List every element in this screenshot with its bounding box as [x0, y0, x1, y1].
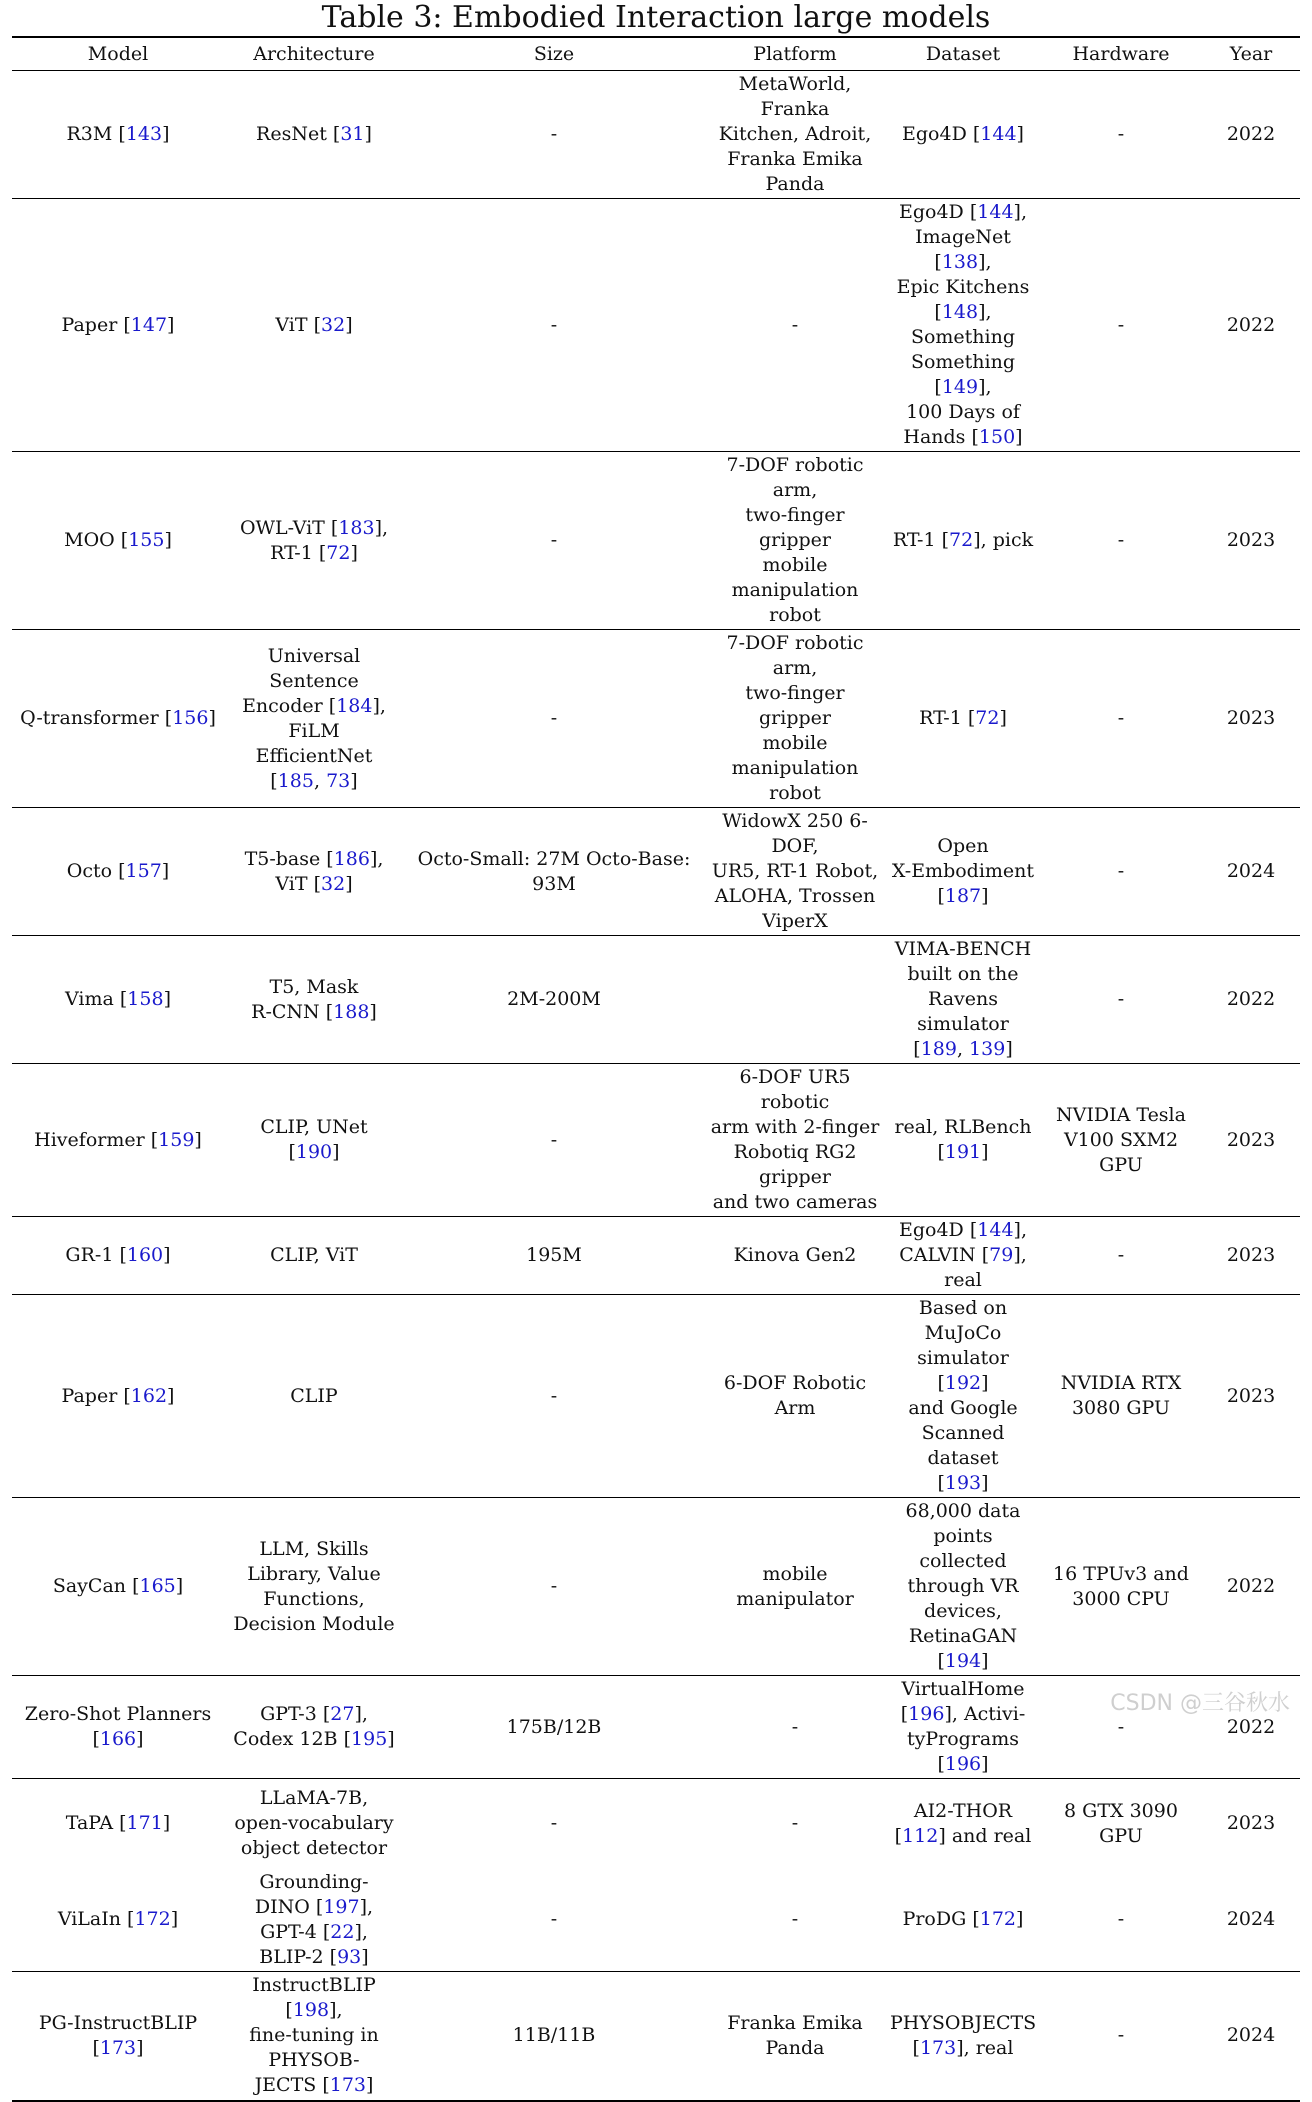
citation-link[interactable]: 144 — [980, 123, 1017, 145]
citation-link[interactable]: 192 — [944, 1372, 982, 1394]
cell-hardware: NVIDIA RTX 3080 GPU — [1040, 1295, 1202, 1498]
cell-dataset: Open X-Embodiment [187] — [886, 808, 1040, 936]
citation-link[interactable]: 185 — [277, 769, 314, 792]
table-body — [12, 71, 1300, 2102]
cell-year: 2024 — [1202, 1869, 1300, 1972]
citation-link[interactable]: 184 — [336, 694, 373, 717]
citation-link[interactable]: 138 — [941, 251, 979, 273]
cell-hardware: NVIDIA Tesla V100 SXM2 GPU — [1040, 1064, 1202, 1217]
cell-year: 2024 — [1202, 1971, 1300, 2101]
cell-architecture: LLaMA-7B, open-vocabulary object detector — [234, 1787, 394, 1860]
table-row — [12, 1498, 1300, 1676]
cell-size: 11B/11B — [404, 1971, 704, 2101]
cell-year: 2023 — [1226, 1812, 1276, 1835]
cell-dataset: RT-1 [72] — [886, 630, 1040, 808]
cell-year: 2022 — [1202, 936, 1300, 1064]
cell-platform: 7-DOF robotic arm, two-finger gripper mobile manipulation robot — [704, 452, 886, 630]
cell-size: 195M — [404, 1217, 704, 1295]
cell-architecture: CLIP — [224, 1295, 404, 1498]
cell-hardware: - — [1040, 1676, 1202, 1779]
cell-size: - — [404, 199, 704, 452]
cell-model: PG-InstructBLIP [173] — [12, 1971, 224, 2101]
citation-link[interactable]: 166 — [99, 1728, 137, 1750]
citation-link[interactable]: 157 — [125, 860, 162, 882]
cell-hardware: - — [1040, 452, 1202, 630]
cell-hardware: - — [1040, 808, 1202, 936]
cell-model: ViLaIn [172] — [12, 1869, 224, 1972]
citation-link[interactable]: 158 — [127, 988, 164, 1010]
cell-architecture: ViT [32] — [224, 199, 404, 452]
cell-year: 2023 — [1202, 1064, 1300, 1217]
cell-model: R3M [143] — [12, 71, 224, 199]
cell-platform: - — [704, 1676, 886, 1779]
citation-link[interactable]: 194 — [944, 1650, 982, 1672]
cell-hardware: 8 GTX 3090 GPU — [1064, 1799, 1178, 1847]
cell-hardware: - — [1040, 630, 1202, 808]
cell-dataset: real, RLBench [191] — [886, 1064, 1040, 1217]
cell-platform: WidowX 250 6-DOF, UR5, RT-1 Robot, ALOHA, Trossen ViperX — [704, 808, 886, 936]
citation-link[interactable]: 72 — [975, 707, 1000, 729]
cell-size: - — [404, 1498, 704, 1676]
cell-hardware: - — [1040, 936, 1202, 1064]
cell-year: 2023 — [1202, 1295, 1300, 1498]
cell-dataset: 68,000 data points collected through VR devices, RetinaGAN [194] — [886, 1498, 1040, 1676]
citation-link[interactable]: 171 — [126, 1812, 163, 1835]
cell-dataset: Ego4D [144], ImageNet [138], Epic Kitchens [148], Something Something [149], 100 Days of Hands [150] — [886, 199, 1040, 452]
table-row — [12, 936, 1300, 1064]
cell-platform: Franka Emika Panda — [704, 1971, 886, 2101]
cell-hardware: - — [1040, 1971, 1202, 2101]
cell-size: - — [550, 1812, 558, 1835]
cell-year: 2023 — [1202, 1217, 1300, 1295]
cell-dataset: Based on MuJoCo simulator [192] and Google Scanned dataset [193] — [886, 1295, 1040, 1498]
cell-hardware: - — [1040, 1217, 1202, 1295]
cell-model: Zero-Shot Planners [166] — [12, 1676, 224, 1779]
citation-link[interactable]: 139 — [969, 1038, 1006, 1060]
cell-architecture: InstructBLIP [198], fine-tuning in PHYSOB- JECTS [173] — [224, 1971, 404, 2101]
cell-platform: 6-DOF UR5 robotic arm with 2-finger Robotiq RG2 gripper and two cameras — [704, 1064, 886, 1217]
table-row — [12, 630, 1300, 808]
cell-dataset: PHYSOBJECTS [173], real — [886, 1971, 1040, 2101]
cell-architecture: Grounding- DINO [197], GPT-4 [22], BLIP-2 [93] — [224, 1869, 404, 1972]
citation-link[interactable]: 22 — [330, 1920, 355, 1943]
cell-model: TaPA [171] — [65, 1812, 171, 1835]
cell-dataset: VIMA-BENCH built on the Ravens simulator [189, 139] — [886, 936, 1040, 1064]
cell-architecture: LLM, Skills Library, Value Functions, Decision Module — [224, 1498, 404, 1676]
citation-link[interactable]: 31 — [340, 123, 365, 145]
cell-dataset: RT-1 [72], pick — [886, 452, 1040, 630]
cell-hardware: - — [1040, 1869, 1202, 1972]
cell-dataset: VirtualHome [196], Activi- tyPrograms [196] — [886, 1676, 1040, 1779]
cell-platform: 6-DOF Robotic Arm — [704, 1295, 886, 1498]
citation-link[interactable]: 189 — [920, 1038, 957, 1060]
cell-model: Q-transformer [156] — [12, 630, 224, 808]
citation-link[interactable]: 32 — [321, 313, 346, 336]
cell-size: - — [404, 71, 704, 199]
citation-link[interactable]: 73 — [326, 769, 351, 792]
citation-link[interactable]: 148 — [941, 301, 979, 323]
cell-model: Hiveformer [159] — [12, 1064, 224, 1217]
cell-platform: - — [704, 1869, 886, 1972]
table-row — [12, 1064, 1300, 1217]
cell-platform: mobile manipulator — [704, 1498, 886, 1676]
table-row — [12, 452, 1300, 630]
table-row — [12, 1676, 1300, 1779]
cell-year: 2023 — [1202, 630, 1300, 808]
citation-link[interactable]: 147 — [130, 313, 168, 336]
citation-link[interactable]: 190 — [295, 1141, 333, 1163]
table-row — [12, 71, 1300, 199]
cell-dataset: Ego4D [144] — [886, 71, 1040, 199]
cell-architecture: ResNet [31] — [224, 71, 404, 199]
cell-architecture: T5, Mask R-CNN [188] — [224, 936, 404, 1064]
cell-architecture: GPT-3 [27], Codex 12B [195] — [224, 1676, 404, 1779]
cell-architecture: Universal Sentence Encoder [184], FiLM EfficientNet [185, 73] — [224, 630, 404, 808]
citation-link[interactable]: 27 — [330, 1703, 355, 1725]
citation-link[interactable]: 143 — [125, 123, 163, 145]
table-row — [12, 199, 1300, 452]
citation-link[interactable]: 159 — [158, 1128, 195, 1151]
citation-link[interactable]: 72 — [326, 541, 351, 564]
cell-platform: MetaWorld, Franka Kitchen, Adroit, Franka Emika Panda — [704, 71, 886, 199]
citation-link[interactable]: 112 — [902, 1824, 939, 1847]
cell-architecture: CLIP, ViT — [224, 1217, 404, 1295]
table-title: Table 3: Embodied Interaction large models — [321, 0, 991, 35]
cell-size: - — [404, 1295, 704, 1498]
cell-platform: - — [704, 199, 886, 452]
cell-hardware: - — [1040, 199, 1202, 452]
cell-model: Paper [162] — [12, 1295, 224, 1498]
cell-year: 2022 — [1202, 1498, 1300, 1676]
cell-size: - — [404, 452, 704, 630]
cell-dataset: AI2-THOR [112] and real — [894, 1799, 1032, 1847]
cell-platform: Kinova Gen2 — [704, 1217, 886, 1295]
citation-link[interactable]: 172 — [979, 1908, 1017, 1930]
cell-model: Paper [147] — [12, 199, 224, 452]
citation-link[interactable]: 191 — [944, 1141, 982, 1163]
citation-link[interactable]: 172 — [134, 1908, 171, 1930]
cell-size: - — [404, 630, 704, 808]
citation-link[interactable]: 155 — [128, 529, 165, 551]
cell-hardware: 16 TPUv3 and 3000 CPU — [1040, 1498, 1202, 1676]
header-architecture: Architecture — [224, 37, 404, 71]
citation-link[interactable]: 144 — [977, 1219, 1014, 1241]
cell-size: 175B/12B — [404, 1676, 704, 1779]
table-row — [12, 1295, 1300, 1498]
cell-model: Vima [158] — [12, 936, 224, 1064]
citation-link[interactable]: 162 — [130, 1384, 168, 1407]
cell-model: MOO [155] — [12, 452, 224, 630]
header-size: Size — [404, 37, 704, 71]
cell-size: - — [404, 1064, 704, 1217]
citation-link[interactable]: 173 — [329, 2074, 367, 2097]
table-row — [12, 1779, 1300, 1869]
citation-link[interactable]: 156 — [172, 707, 209, 729]
cell-model: SayCan [165] — [12, 1498, 224, 1676]
cell-architecture: T5-base [186], ViT [32] — [224, 808, 404, 936]
cell-platform: 7-DOF robotic arm, two-finger gripper mobile manipulation robot — [704, 630, 886, 808]
citation-link[interactable]: 149 — [941, 376, 979, 398]
table-row — [12, 808, 1300, 936]
watermark: CSDN @三谷秋水 — [1110, 1691, 1290, 1716]
citation-link[interactable]: 193 — [944, 1472, 982, 1494]
cell-year: 2024 — [1202, 808, 1300, 936]
models-table — [12, 36, 1300, 2102]
citation-link[interactable]: 183 — [338, 516, 375, 539]
header-row — [12, 37, 1300, 71]
cell-size: 2M-200M — [404, 936, 704, 1064]
header-dataset: Dataset — [886, 37, 1040, 71]
citation-link[interactable]: 72 — [949, 529, 974, 551]
header-hardware: Hardware — [1040, 37, 1202, 71]
header-platform: Platform — [704, 37, 886, 71]
cell-model: Octo [157] — [12, 808, 224, 936]
citation-link[interactable]: 79 — [989, 1244, 1014, 1266]
cell-year: 2022 — [1202, 199, 1300, 452]
table-row — [12, 1971, 1300, 2101]
citation-link[interactable]: 196 — [908, 1703, 945, 1725]
table-row — [12, 1217, 1300, 1295]
table-row — [12, 1869, 1300, 1972]
cell-size: Octo-Small: 27M Octo-Base: 93M — [404, 808, 704, 936]
citation-link[interactable]: 196 — [944, 1753, 982, 1775]
citation-link[interactable]: 173 — [99, 2036, 137, 2059]
cell-year: 2022 — [1202, 1676, 1300, 1779]
cell-architecture: OWL-ViT [183], RT-1 [72] — [224, 452, 404, 630]
citation-link[interactable]: 195 — [351, 1728, 388, 1750]
cell-year: 2023 — [1202, 452, 1300, 630]
cell-year: 2022 — [1202, 71, 1300, 199]
cell-size: - — [404, 1869, 704, 1972]
citation-link[interactable]: 150 — [978, 426, 1016, 448]
cell-model: GR-1 [160] — [12, 1217, 224, 1295]
citation-link[interactable]: 188 — [333, 1000, 370, 1023]
cell-dataset: ProDG [172] — [886, 1869, 1040, 1972]
cell-platform: - — [791, 1812, 799, 1835]
cell-architecture: CLIP, UNet [190] — [224, 1064, 404, 1217]
citation-link[interactable]: 32 — [321, 872, 346, 895]
citation-link[interactable]: 173 — [919, 2036, 957, 2059]
header-model: Model — [12, 37, 224, 71]
citation-link[interactable]: 198 — [292, 1999, 330, 2022]
citation-link[interactable]: 186 — [333, 847, 370, 870]
cell-hardware: - — [1040, 71, 1202, 199]
citation-link[interactable]: 144 — [977, 201, 1014, 223]
cell-dataset: Ego4D [144], CALVIN [79], real — [886, 1217, 1040, 1295]
cell-platform — [704, 936, 886, 1064]
citation-link[interactable]: 165 — [139, 1575, 176, 1597]
citation-link[interactable]: 160 — [126, 1244, 164, 1266]
header-year: Year — [1202, 37, 1300, 71]
citation-link[interactable]: 93 — [337, 1945, 362, 1968]
citation-link[interactable]: 197 — [323, 1895, 360, 1918]
citation-link[interactable]: 187 — [944, 885, 982, 907]
